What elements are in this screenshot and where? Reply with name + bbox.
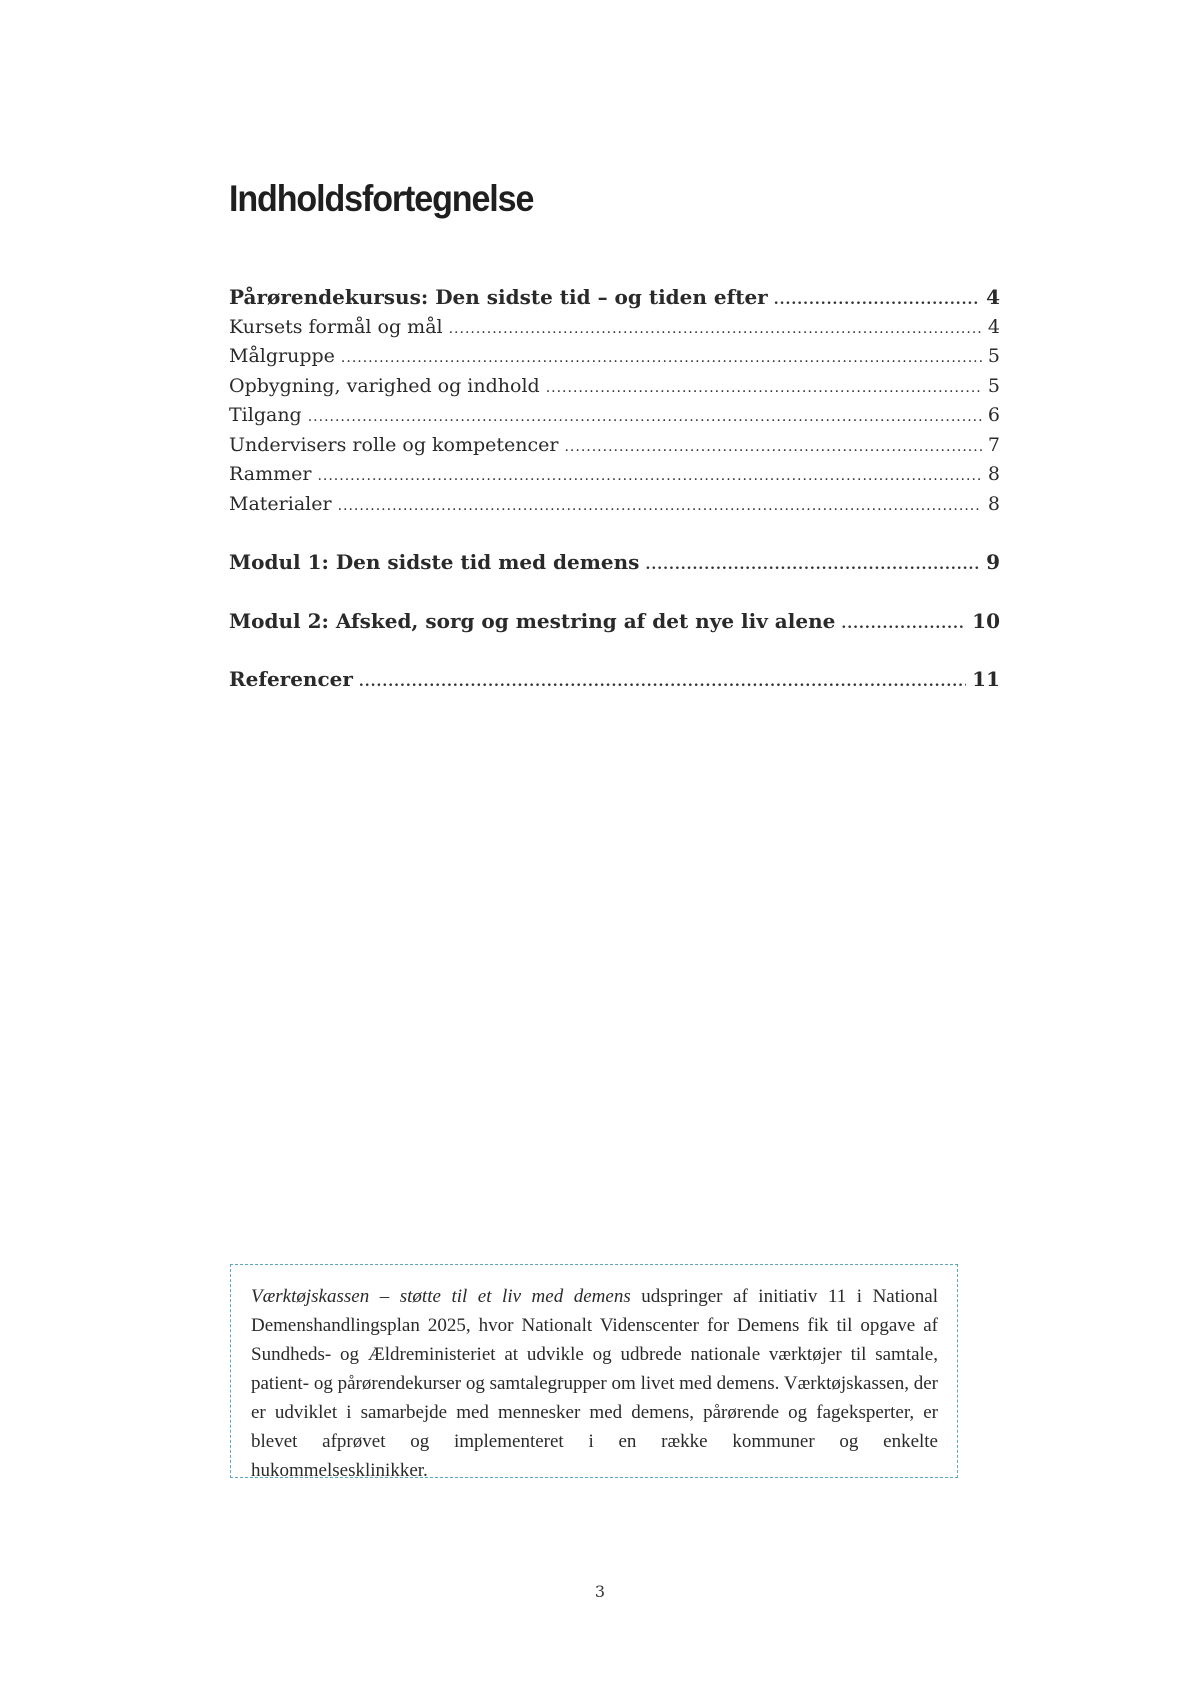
toc-entry-label: Undervisers rolle og kompetencer — [229, 433, 559, 456]
info-box-text: udspringer af initiativ 11 i National Demenshandlingsplan 2025, hvor Nationalt Videnscenter for Demens fik til opgave af Sundheds- og Ældreministeriet at udvikle og udbrede nationale værktøjer til samtale, patient- og pårørendekurser og samtalegrupper om livet med demens. Værktøjskassen, der er udviklet i samarbejde med mennesker med demens, pårørende og fageksperter, er blevet afprøvet og implementeret i en række kommuner og enkelte hukommelsesklinikker. — [251, 1286, 938, 1481]
page-title: Indholdsfortegnelse — [229, 178, 534, 219]
toc-entry-label: Opbygning, varighed og indhold — [229, 374, 540, 397]
toc-entry-page: 7 — [987, 433, 1000, 456]
toc-entry-page: 4 — [986, 285, 1000, 309]
toc-dot-leader — [341, 344, 982, 374]
toc-entry-label: Modul 1: Den sidste tid med demens — [229, 550, 640, 574]
toc-entry-page: 10 — [972, 608, 1000, 633]
toc-dot-leader — [317, 462, 981, 492]
toc-entry-page: 6 — [987, 404, 1000, 426]
toc-entry-label: Kursets formål og mål — [229, 315, 443, 338]
toc-entry[interactable] — [229, 401, 1000, 431]
toc-entry[interactable] — [229, 548, 1000, 578]
toc-entry-label: Materialer — [229, 492, 332, 515]
toc-dot-leader — [308, 403, 982, 433]
toc-entry-label: Modul 2: Afsked, sorg og mestring af det nye liv alene — [229, 608, 836, 633]
toc-dot-leader — [546, 374, 982, 404]
toc-dot-leader — [564, 433, 981, 463]
toc-entry-page: 5 — [987, 345, 1000, 367]
toc-entry[interactable] — [229, 460, 1000, 490]
toc-entry[interactable] — [229, 607, 1000, 637]
toc-dot-leader — [774, 286, 980, 316]
toc-entry-page: 9 — [986, 550, 1000, 574]
toc-entry-label: Tilgang — [229, 404, 302, 426]
toc-dot-leader — [338, 492, 982, 522]
toc-entry[interactable] — [229, 313, 1000, 343]
toc-entry-label: Referencer — [229, 667, 353, 691]
toc-dot-leader — [449, 315, 982, 345]
toc-dot-leader — [359, 668, 966, 698]
toc-entry-page: 8 — [987, 492, 1000, 515]
toc-entry[interactable] — [229, 490, 1000, 520]
table-of-contents — [229, 283, 1000, 695]
toc-entry[interactable] — [229, 372, 1000, 402]
toc-entry-label: Rammer — [229, 463, 312, 485]
info-box — [230, 1264, 958, 1481]
toc-entry[interactable] — [229, 283, 1000, 313]
page-number: 3 — [594, 1582, 606, 1601]
toc-entry-page: 4 — [987, 315, 1000, 338]
toc-entry-label: Pårørendekursus: Den sidste tid – og tiden efter — [229, 285, 768, 309]
toc-entry[interactable] — [229, 665, 1000, 695]
toc-entry-page: 11 — [972, 667, 1000, 691]
toc-entry-label: Målgruppe — [229, 345, 335, 367]
toc-dot-leader — [841, 610, 966, 640]
toc-entry-page: 8 — [987, 463, 1000, 485]
toc-entry-page: 5 — [987, 374, 1000, 397]
toc-entry[interactable] — [229, 342, 1000, 372]
toc-entry[interactable] — [229, 431, 1000, 461]
toc-dot-leader — [645, 551, 980, 581]
info-box-lead: Værktøjskassen – støtte til et liv med demens — [251, 1286, 631, 1307]
